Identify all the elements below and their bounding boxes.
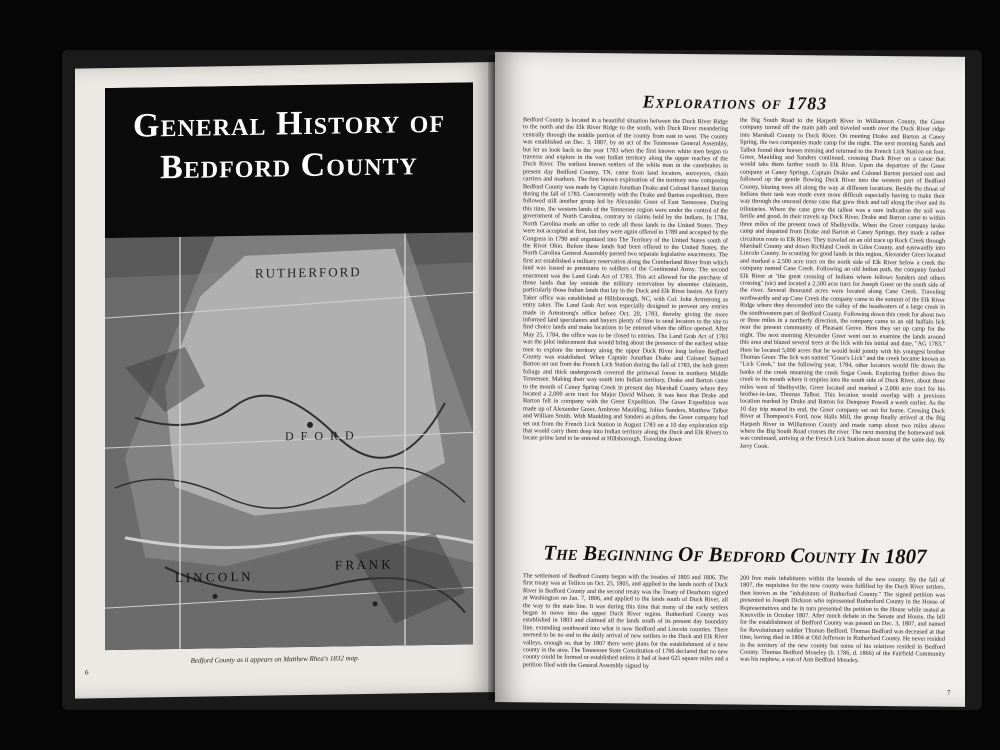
map-label-franklin: F R A N K xyxy=(335,556,391,573)
historic-map xyxy=(105,232,473,650)
article-column-4: 200 free male inhabitants within the bounds of the new county. By the fall of 1807, the requisites for the new county were fulfilled by the Duck River settlers, then known as the "inhabitants of Rutherford County." The signed petition was presented to Joseph Dickson who represented Rutherford County in the House of Representatives and he in turn presented the petition to the House while seated at Knoxville in October 1807. After much debate in the Senate and House, the bill for the establishment of Bedford County was passed on Dec. 3, 1807, and named for Revolutionary soldier Thomas Bedford. Thomas Bedford was deceased at that time, having died in 1804 at Old Jefferson in Rutherford County. He never resided in the territory of the new county but some of his relatives resided in Bedford County. Thomas Bedford Moseley (b. 1786, d. 1866) of the Fairfield Community was his nephew, a son of Ann Bedford Moseley. xyxy=(740,574,945,665)
page-number-left: 6 xyxy=(85,668,89,677)
map-label-bedford: D F O R D xyxy=(285,428,356,444)
article-column-1: Bedford County is located in a beautiful situation between the Duck River Ridge to the north and the Elk River Ridge to the south, with Duck River meandering centrally through the middle portion of the county from east to west. The county was established on Dec. 3, 1807, by an act of the Tennessee General Assembly, but let us look back to the year 1783 when the first known white men began to traverse and explore in the vast Indian territory along the upper reaches of the Duck River. The earliest known settlers of the white man in the canebrakes in present day Bedford County, TN, came from land locators, surveyors, chain carriers and markers. The first known exploration of the territory now composing Bedford County was made by Captain Jonathan Drake and Colonel Samuel Barton during the fall of 1783. Concurrently with the Drake and Barton expedition, there followed still another group led by Alexander Greer of East Tennessee. During this time, the western lands of the Tennessee region were under the control of the government of North Carolina, contrary to claims held by the Indians. In 1784, North Carolina made an offer to cede all these lands to the United States. They were not accepted at first, but they were again offered in 1789 and accepted by the Congress in 1790 and organized into The Territory of the United States south of the River Ohio. Before these lands had been offered to the United States, the North Carolina General Assembly passed two separate legislative enactments. The first act established a military reservation along the Cumberland River from which land was issued as premiums to soldiers of the Continental Army. The second enactment was the Land Grab Act of 1783. This act allowed for the purchase of those lands that lay outside the military reservation by absentee claimants, particularly those Indian lands that lay in the Duck and Elk River basins. An Entry Taker office was established at Hillsborough, NC, with Col. John Armstrong as entry taker. The Land Grab Act was especially designed to prevent any entries made in Armstrong's office before Oct. 20, 1783, thereby giving the more informed land speculators and buyers plenty of time to send locators to the site to find choice lands and make locations to be entered when the office opened. After May 25, 1784, the office was to be closed to entries. The Land Grab Act of 1783 was the pilot inducement that would bring about the presence of the earliest white men to explore the territory along the upper Duck River long before Bedford County was established. When Captain Jonathan Drake and Colonel Samuel Barton set out from the French Lick Station during the fall of 1783, the lush green foliage and thick undergrowth covered the primeval forest in northern Middle Tennessee. Making their way south into Indian territory, Drake and Barton came to the mouth of Caney Spring Creek in present day Marshall County where they located a 2,000 acre tract for Major David Wilson. It was here that Drake and Barton fell in company with the Greer Expedition. The Greer Expedition was made up of Alexander Greer, Ambrose Maulding, Julius Sanders, Matthew Talbot and William Smith. With Maulding and Sanders as pilots, the Greer company had set out from the French Lick Station in August 1783 on a 10 day exploration trip that would carry them deep into Indian territory along the Duck and Elk Rivers to locate prime land to be entered at Hillsborough. Traveling down xyxy=(523,116,728,444)
article-column-2: the Big South Road to the Harpeth River in Williamson County, the Greer company turned off the main path and traveled south over the Duck River ridge into Marshall County to Duck River. On meeting Drake and Barton at Caney Spring, the two companies made camp for the night. The next morning Sands and Talbot found their horses missing and returned to the French Lick Station on foot. Greer, Maulding and Sanders continued, crossing Duck River on a canoe that would take them farther south to Elk River. Upon the departure of the Greer company at Caney Springs, Captain Drake and Colonel Barton pursued east and followed up the gentle flowing Duck River into the western part of Bedford County, blazing trees all along the way at different locations. Beside the threat of Indians their task was made even more difficult especially having to make their way through the unusual dense cane that grew thick and tall along the river and its tributaries. Where the cane grew the tallest was a sure indication the soil was fertile and good. In their travels up Duck River, Drake and Barton came to within three miles of the present town of Shelbyville. When the Greer company broke camp and departed from Drake and Barton at Caney Springs, they made a rather circuitous route to Elk River. They traveled on an old trace up Rock Creek through Marshall County and down Richland Creek in Giles County, and eastwardly into Lincoln County. In scouting for good lands in this region, Alexander Greer located and marked a 2,500 acre tract on the north side of Elk River below a creek the company named Cane Creek. Following an old Indian path, the company forded Elk River at "the great crossing of Indians where fellows Sanders and others crossing" (sic) and located a 2,500 acre tract for Joseph Greer on the south side of the river. Several thousand acres were located along Cane Creek. Traveling northwardly and up Cane Creek the company came to the summit of the Elk River Ridge where they descended into the valley of the headwaters of a large creek in the southwestern part of Bedford County. Following down this creek for about two or three miles in a northerly direction, the company came to an old buffalo lick near the present community of Pleasant Grove. Here they set up camp for the night. The next morning Alexander Greer went out to examine the lands around this area and blazed several trees at the lick with his initial and date, "AG 1783." Here he located 5,000 acres that he would hold jointly with his youngest brother Thomas Greer. The lick was named "Greer's Lick" and the creek became known as "Lick Creek," but the following year, 1784, other locators would file down the banks of the creek renaming the creek Sugar Creek. Exploring farther down the creek to its mouth where it empties into the south side of Duck River, about three miles west of Shelbyville, Greer located and marked a 2,000 acre tract for his brother-in-law, Thomas Talbot. This location would overlap with a previous location marked by Drake and Barton for Dempsey Powell a week earlier. As the 10 day trip neared its end, the Greer company set out for home. Crossing Duck River at Thompson's Ford, now Halls Mill, the group finally arrived at the Big Harpeth River in Williamson County and made camp about two miles above where the Big South Road crosses the river. The next morning the homeward trek was continued, arriving at the French Lick Station about noon of the same day. By Jerry Cook. xyxy=(740,116,945,450)
right-page xyxy=(495,52,965,707)
article-column-3: The settlement of Bedford County began with the treaties of 1805 and 1806. The first treaty was at Tellico on Oct. 25, 1805, and applied to the lands north of Duck River in Bedford County and the second treaty was the Treaty of Dearborn signed at Washington on Jan. 7, 1806, and applied to the lands south of Duck River, all the way to the state line. It was during this time that many of the early settlers began to move into the upper Duck River region. Rutherford County was established in 1803 and claimed all the lands south of its present day boundary line, extending southward into what is now Bedford and Lincoln counties. There seemed to be no end to the daily arrival of new settlers to the Duck and Elk River valleys, enough so, that by 1807 there were plans for the establishment of a new county in the area. The Tennessee State Constitution of 1796 declared that no new county could be formed or established unless it had at least 625 square miles and a petition filed with the General Assembly signed by xyxy=(523,572,728,670)
map-label-rutherford: RUTHERFORD xyxy=(255,264,362,281)
section-title-beginning: The Beginning Of Bedford County In 1807 xyxy=(543,540,927,569)
hero-title xyxy=(105,82,473,238)
title-line-1: General History of xyxy=(133,102,445,145)
map-label-lincoln: L I N C O L N xyxy=(175,568,251,586)
section-title-explorations: Explorations of 1783 xyxy=(642,91,828,114)
page-number-right: 7 xyxy=(947,688,951,697)
map-caption: Bedford County as it appears on Matthew Rhea's 1832 map. xyxy=(190,654,360,665)
hero-panel xyxy=(105,82,473,650)
title-line-2: Bedford County xyxy=(160,145,418,187)
left-page xyxy=(75,62,495,699)
map-image xyxy=(105,232,473,650)
